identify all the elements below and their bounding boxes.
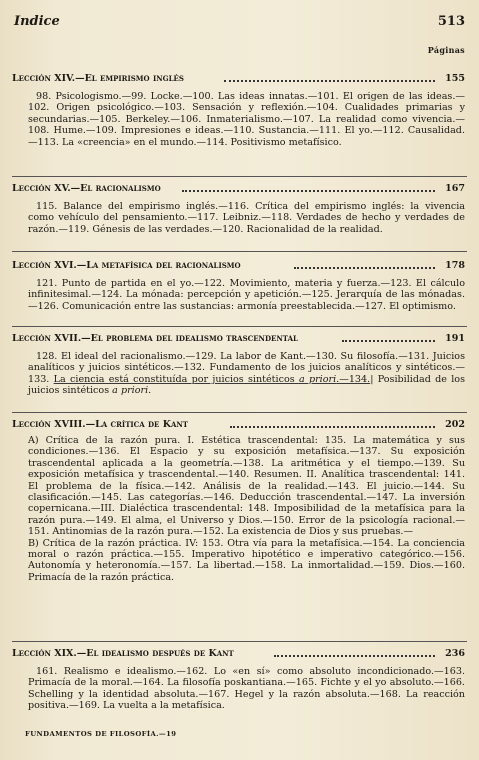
contents-italic: a priori	[298, 373, 337, 385]
page-number: 513	[437, 14, 465, 29]
divider	[12, 641, 467, 642]
lesson-title: Lección XIX.—El idealismo después de Kant	[12, 648, 234, 659]
contents-italic: a priori	[112, 385, 149, 397]
lesson-title: Lección XV.—El racionalismo	[12, 183, 161, 194]
lesson-heading	[12, 182, 465, 195]
lesson-title: Lección XVII.—El problema del idealismo trascendental	[12, 333, 298, 344]
lesson-heading	[12, 72, 465, 85]
divider	[12, 412, 467, 413]
lesson-contents: 161. Realismo e idealismo.—162. Lo «en sí» como absoluto incondicionado.—163. Primacía de la moral.—164. La filosofía poskantiana.—165. Fichte y el yo absoluto.—166. Schelling y la identidad absoluta.—167. Hegel y la razón absoluta.—168. La reacción positiva.—169. La vuelta a la metafísica.	[28, 666, 465, 712]
leader-dots	[224, 80, 435, 82]
contents-text: .	[148, 385, 152, 397]
lesson-xiv	[12, 72, 465, 148]
running-head-title: Indice	[14, 14, 60, 29]
lesson-heading	[12, 418, 465, 431]
lesson-xvi	[12, 259, 465, 312]
leader-dots	[230, 426, 435, 428]
underlined-passage	[54, 374, 371, 385]
lesson-heading	[12, 647, 465, 660]
lesson-title: Lección XVIII.—La crítica de Kant	[12, 419, 188, 430]
lesson-page: 178	[445, 260, 465, 271]
lesson-xix	[12, 647, 465, 712]
contents-text: .—134.	[336, 373, 371, 385]
lesson-page: 155	[445, 73, 465, 84]
lesson-contents: 98. Psicologismo.—99. Locke.—100. Las ideas innatas.—101. El origen de las ideas.—102. Origen psicológico.—103. Sensación y reflexión.—104. Cualidades primarias y secundarias.—105. Berkeley.—106. Inmaterialismo.—107. La realidad como vivencia.—108. Hume.—109. Impresiones e ideas.—110. Sustancia.—111. El yo.—112. Causalidad.—113. La «creencia» en el mundo.—114. Positivismo metafísico.	[28, 91, 465, 148]
leader-dots	[182, 190, 435, 192]
leader-dots	[294, 267, 435, 269]
contents-text: 128. El ideal del racionalismo.—129. La labor de Kant.—130. Su filosofía.—131. Juicios analíticos y juicios sintéticos.—132. Fundamento de los juicios analíticos y sintéticos.—133.	[28, 351, 465, 385]
lesson-page: 167	[445, 183, 465, 194]
lesson-title: Lección XIV.—El empirismo inglés	[12, 73, 184, 84]
lesson-xviii	[12, 418, 465, 583]
contents-text: Posibilidad de los juicios sintéticos	[28, 373, 465, 397]
contents-text: La ciencia está constituída por juicios sintéticos	[53, 373, 299, 385]
lesson-heading	[12, 332, 465, 345]
lesson-page: 191	[445, 333, 465, 344]
lesson-page: 236	[445, 648, 465, 659]
divider	[12, 251, 467, 252]
lesson-contents-part-a: A) Crítica de la razón pura. I. Estética trascendental: 135. La matemática y sus condiciones.—136. El Espacio y su exposición metafísica.—137. Su exposición trascendental aplicada a la geometría.—138. La aritmética y el tiempo.—139. Su exposición metafísica y trascendental.—140. Resumen. II. Analítica trascendental: 141. El problema de la física.—142. Análisis de la realidad.—143. El juicio.—144. Su clasificación.—145. Las categorías.—146. Deducción trascendental.—147. La inversión copernicana.—III. Dialéctica trascendental: 148. Imposibilidad de la metafísica para la razón pura.—149. El alma, el Universo y Dios.—150. Error de la psicología racional.—151. Antinomias de la razón pura.—152. La existencia de Dios y sus pruebas.—	[28, 435, 465, 538]
leader-dots	[342, 340, 435, 342]
lesson-xvii	[12, 332, 465, 397]
lesson-xv	[12, 182, 465, 235]
footer-signature: FUNDAMENTOS DE FILOSOFÍA.—19	[25, 730, 177, 738]
lesson-contents-part-b: B) Crítica de la razón práctica. IV: 153. Otra vía para la metafísica.—154. La conciencia moral o razón práctica.—155. Imperativo hipotético e imperativo categórico.—156. Autonomía y heteronomía.—157. La libertad.—158. La inmortalidad.—159. Dios.—160. Primacía de la razón práctica.	[28, 537, 465, 583]
leader-dots	[274, 655, 435, 657]
lesson-contents: 121. Punto de partida en el yo.—122. Movimiento, materia y fuerza.—123. El cálculo infinitesimal.—124. La mónada: percepción y apetición.—125. Jerarquía de las mónadas.—126. Comunicación entre las sustancias: armonía preestablecida.—127. El optimismo.	[28, 278, 465, 312]
divider	[12, 326, 467, 327]
lesson-heading	[12, 259, 465, 272]
divider	[12, 176, 467, 177]
lesson-title: Lección XVI.—La metafísica del racionalismo	[12, 260, 241, 271]
lesson-page: 202	[445, 419, 465, 430]
lesson-contents: 128. El ideal del racionalismo.—129. La labor de Kant.—130. Su filosofía.—131. Juicios analíticos y juicios sintéticos.—132. Fundamento de los juicios analíticos y sintéticos.—133. La ciencia está constituída por juicios sintéticos a priori.—134.| Posibilidad de los juicios sintéticos a priori.	[28, 351, 465, 397]
lesson-contents: 115. Balance del empirismo inglés.—116. Crítica del empirismo inglés: la vivencia como vehículo del pensamiento.—117. Leibniz.—118. Verdades de hecho y verdades de razón.—119. Génesis de las verdades.—120. Racionalidad de la realidad.	[28, 201, 465, 235]
column-label-paginas: Páginas	[427, 45, 465, 55]
